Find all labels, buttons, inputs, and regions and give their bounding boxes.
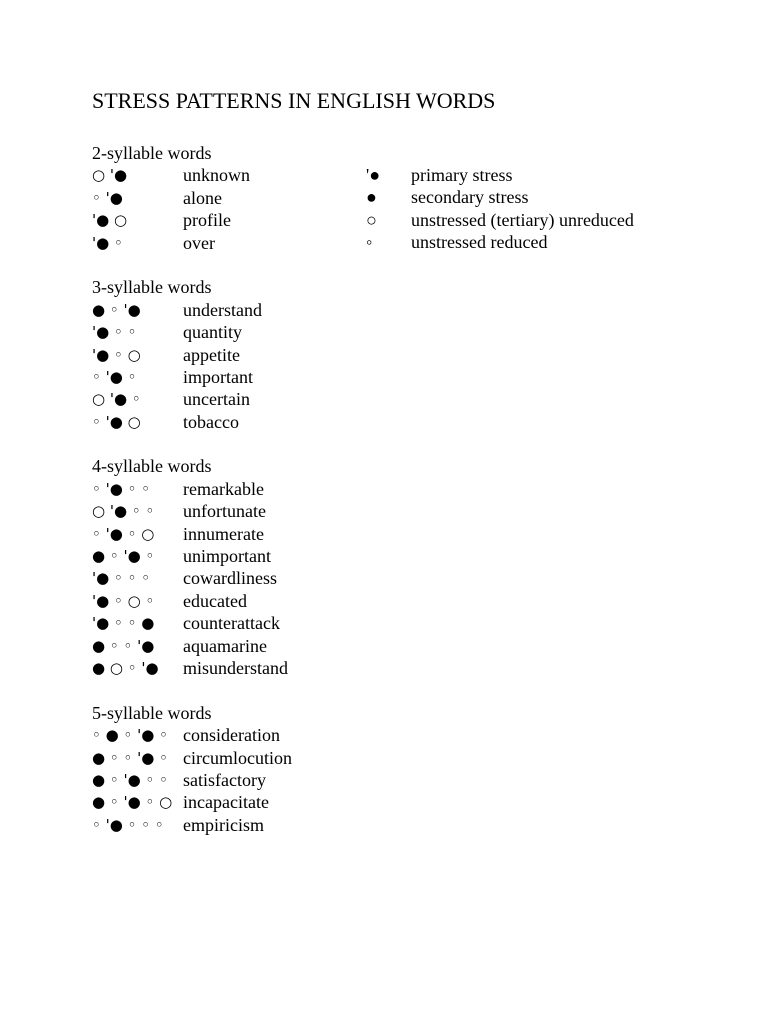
stress-pattern: '● ○ xyxy=(92,211,128,230)
legend-item xyxy=(366,186,746,208)
word-row xyxy=(92,500,392,522)
word-text: unknown xyxy=(183,165,250,186)
section-5-syllable xyxy=(92,702,392,836)
word-row xyxy=(92,209,392,231)
word-row xyxy=(92,747,392,769)
word-text: satisfactory xyxy=(183,769,266,790)
word-text: unfortunate xyxy=(183,501,266,522)
stress-pattern: ◦ '● ◦ ◦ ◦ xyxy=(92,815,164,834)
stress-pattern: '● ◦ ○ ◦ xyxy=(92,591,155,610)
word-row xyxy=(92,567,392,589)
stress-pattern: ● ◦ ◦ '● ◦ xyxy=(92,748,168,767)
stress-pattern: ◦ '● ○ xyxy=(92,412,141,431)
legend-label: unstressed reduced xyxy=(411,232,548,253)
word-row xyxy=(92,478,392,500)
word-text: over xyxy=(183,232,215,253)
word-text: circumlocution xyxy=(183,747,292,768)
word-row xyxy=(92,724,392,746)
word-text: aquamarine xyxy=(183,635,267,656)
word-row xyxy=(92,299,392,321)
stress-pattern: '● ◦ ◦ xyxy=(92,323,137,342)
legend-symbol: ● xyxy=(366,187,377,208)
word-row xyxy=(92,612,392,634)
word-row xyxy=(92,344,392,366)
stress-pattern: ○ '● ◦ ◦ xyxy=(92,502,155,521)
stress-pattern: '● ◦ ◦ ◦ xyxy=(92,569,151,588)
legend-item xyxy=(366,164,746,186)
legend-symbol: '● xyxy=(366,165,381,185)
section-heading: 5-syllable words xyxy=(92,702,212,723)
word-row xyxy=(92,411,392,433)
stress-pattern: ◦ '● ◦ xyxy=(92,367,137,386)
stress-legend xyxy=(366,164,746,254)
word-row xyxy=(92,164,392,186)
stress-pattern: ◦ ● ◦ '● ◦ xyxy=(92,726,168,745)
word-row xyxy=(92,814,392,836)
word-row xyxy=(92,769,392,791)
stress-pattern: ● ◦ ◦ '● xyxy=(92,636,155,655)
legend-symbol: ◦ xyxy=(366,232,373,253)
section-heading: 2-syllable words xyxy=(92,143,212,163)
stress-pattern: ◦ '● ◦ ○ xyxy=(92,524,155,543)
word-text: empiricism xyxy=(183,814,264,835)
word-text: understand xyxy=(183,299,262,320)
stress-pattern: '● ◦ ○ xyxy=(92,345,141,364)
page-title: STRESS PATTERNS IN ENGLISH WORDS xyxy=(92,88,496,113)
word-text: remarkable xyxy=(183,478,264,499)
word-sections xyxy=(92,142,392,859)
legend-item xyxy=(366,209,746,231)
stress-pattern: ○ '● ◦ xyxy=(92,390,141,409)
word-text: consideration xyxy=(183,725,280,746)
word-row xyxy=(92,232,392,254)
word-text: unimportant xyxy=(183,546,271,567)
stress-pattern: ● ◦ '● ◦ ◦ xyxy=(92,770,168,789)
word-row xyxy=(92,187,392,209)
stress-pattern: ● ◦ '● xyxy=(92,300,141,319)
word-row xyxy=(92,366,392,388)
section-3-syllable xyxy=(92,276,392,433)
word-text: uncertain xyxy=(183,389,250,410)
section-heading: 3-syllable words xyxy=(92,277,212,298)
word-row xyxy=(92,523,392,545)
stress-pattern: ○ '● xyxy=(92,166,128,185)
stress-pattern: '● ◦ xyxy=(92,233,123,252)
word-row xyxy=(92,590,392,612)
word-row xyxy=(92,545,392,567)
stress-pattern: ● ◦ '● ◦ ○ xyxy=(92,793,173,812)
word-text: quantity xyxy=(183,322,242,343)
word-row xyxy=(92,321,392,343)
legend-item xyxy=(366,231,746,253)
word-text: innumerate xyxy=(183,523,264,544)
word-row xyxy=(92,635,392,657)
word-text: tobacco xyxy=(183,411,239,432)
legend-symbol: ○ xyxy=(366,209,377,230)
section-heading: 4-syllable words xyxy=(92,456,212,477)
stress-pattern: ◦ '● xyxy=(92,188,123,207)
word-text: cowardliness xyxy=(183,568,277,589)
word-text: educated xyxy=(183,590,247,611)
word-text: alone xyxy=(183,187,222,208)
word-text: incapacitate xyxy=(183,792,269,813)
section-2-syllable xyxy=(92,142,392,254)
stress-pattern: ● ○ ◦ '● xyxy=(92,658,159,677)
stress-pattern: ◦ '● ◦ ◦ xyxy=(92,479,151,498)
legend-label: secondary stress xyxy=(411,187,529,208)
section-4-syllable xyxy=(92,455,392,679)
word-text: important xyxy=(183,366,253,387)
stress-pattern: ● ◦ '● ◦ xyxy=(92,547,155,566)
legend-label: unstressed (tertiary) unreduced xyxy=(411,209,634,230)
word-row xyxy=(92,388,392,410)
word-row xyxy=(92,657,392,679)
word-text: misunderstand xyxy=(183,657,288,678)
stress-pattern: '● ◦ ◦ ● xyxy=(92,614,155,633)
word-text: counterattack xyxy=(183,613,280,634)
word-text: profile xyxy=(183,210,231,231)
word-row xyxy=(92,791,392,813)
legend-label: primary stress xyxy=(411,165,513,185)
word-text: appetite xyxy=(183,344,240,365)
